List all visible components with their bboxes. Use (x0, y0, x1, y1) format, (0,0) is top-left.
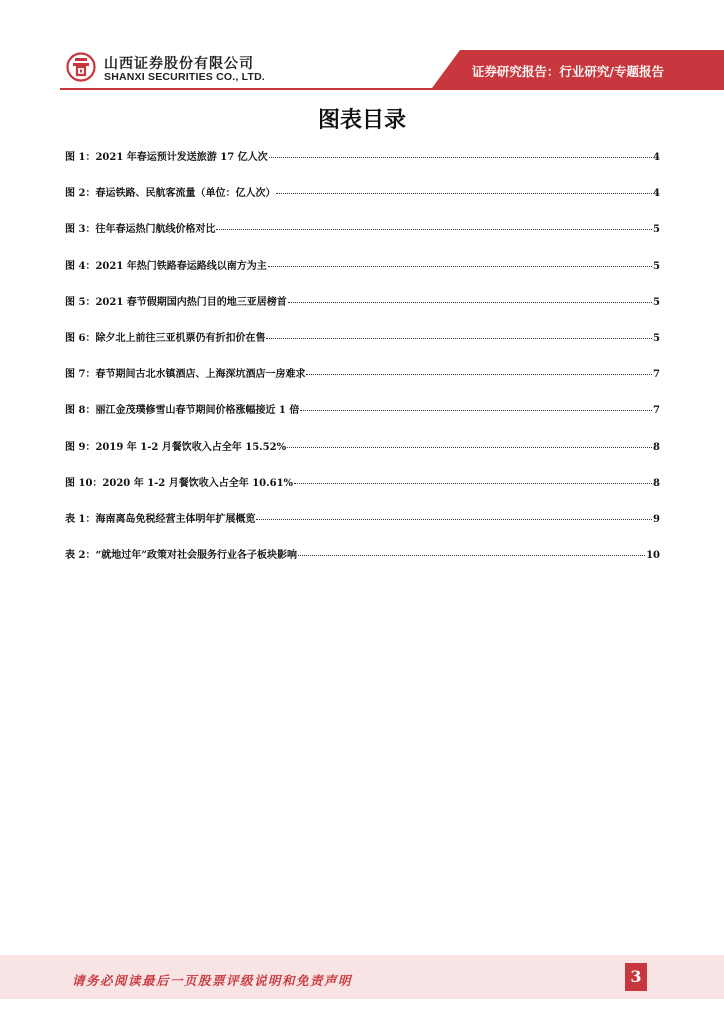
toc-entry-page: 5 (653, 224, 660, 236)
toc-entry-page: 7 (653, 369, 660, 381)
toc-entry-page: 10 (646, 550, 660, 562)
toc-leader-dots (298, 555, 645, 556)
toc-entry[interactable] (65, 401, 660, 437)
toc-entry-label: 图 5：2021 春节假期国内热门目的地三亚居榜首 (65, 296, 287, 308)
page-number: 3 (625, 963, 647, 991)
toc-entry-label: 图 4：2021 年热门铁路春运路线以南方为主 (65, 260, 267, 272)
toc-entry-label: 图 1：2021 年春运预计发送旅游 17 亿人次 (65, 152, 268, 163)
company-name-cn: 山西证券股份有限公司 (104, 56, 254, 72)
header-divider (60, 88, 724, 90)
toc-leader-dots (287, 447, 652, 448)
toc-leader-dots (269, 157, 652, 158)
toc-entry[interactable] (65, 365, 660, 401)
report-type-label: 证券研究报告：行业研究/专题报告 (471, 64, 664, 79)
toc-leader-dots (268, 266, 652, 267)
toc-leader-dots (306, 374, 652, 375)
toc-entry-label: 图 10：2020 年 1-2 月餐饮收入占全年 10.61% (65, 477, 294, 489)
toc-leader-dots (266, 338, 652, 339)
toc-entry-label: 表 2：“就地过年”政策对社会服务行业各子板块影响 (65, 550, 297, 562)
toc-entry[interactable] (65, 257, 660, 293)
page-header (0, 0, 724, 95)
company-logo-icon (66, 52, 96, 82)
toc-entry-label: 图 9：2019 年 1-2 月餐饮收入占全年 15.52% (65, 441, 287, 453)
toc-entry-page: 7 (653, 405, 660, 417)
toc-leader-dots (288, 302, 652, 303)
toc-entry[interactable] (65, 474, 660, 510)
toc-entry-label: 图 7：春节期间古北水镇酒店、上海深坑酒店一房难求 (65, 369, 306, 381)
toc-leader-dots (256, 519, 652, 520)
toc-entry-page: 5 (653, 260, 660, 272)
toc-entry-page: 5 (653, 296, 660, 308)
toc-entry[interactable] (65, 184, 660, 220)
toc-entry-page: 4 (653, 188, 660, 200)
page-title: 图表目录 (317, 108, 406, 133)
toc-entry-page: 5 (653, 332, 660, 344)
toc-entry[interactable] (65, 329, 660, 365)
company-name-en: SHANXI SECURITIES CO., LTD. (104, 71, 265, 83)
toc-entry[interactable] (65, 510, 660, 546)
toc-entry[interactable] (65, 148, 660, 184)
table-of-figures (65, 148, 660, 582)
toc-entry-label: 图 2：春运铁路、民航客流量（单位：亿人次） (65, 188, 276, 200)
toc-entry-label: 图 8：丽江金茂璞修雪山春节期间价格涨幅接近 1 倍 (65, 405, 300, 417)
toc-entry-label: 图 3：往年春运热门航线价格对比 (65, 224, 216, 236)
toc-entry[interactable] (65, 293, 660, 329)
disclaimer-notice: 请务必阅读最后一页股票评级说明和免责声明 (72, 973, 353, 988)
toc-entry[interactable] (65, 438, 660, 474)
toc-entry-page: 9 (653, 513, 660, 525)
toc-entry-page: 8 (653, 441, 660, 453)
toc-entry-label: 图 6：除夕北上前往三亚机票仍有折扣价在售 (65, 332, 266, 344)
toc-entry-page: 8 (653, 477, 660, 489)
toc-entry[interactable] (65, 546, 660, 582)
toc-entry-page: 4 (653, 152, 660, 163)
toc-entry[interactable] (65, 220, 660, 256)
toc-leader-dots (216, 229, 652, 230)
toc-leader-dots (300, 410, 652, 411)
toc-leader-dots (276, 193, 652, 194)
toc-entry-label: 表 1：海南离岛免税经营主体明年扩展概览 (65, 513, 256, 525)
toc-leader-dots (294, 483, 652, 484)
